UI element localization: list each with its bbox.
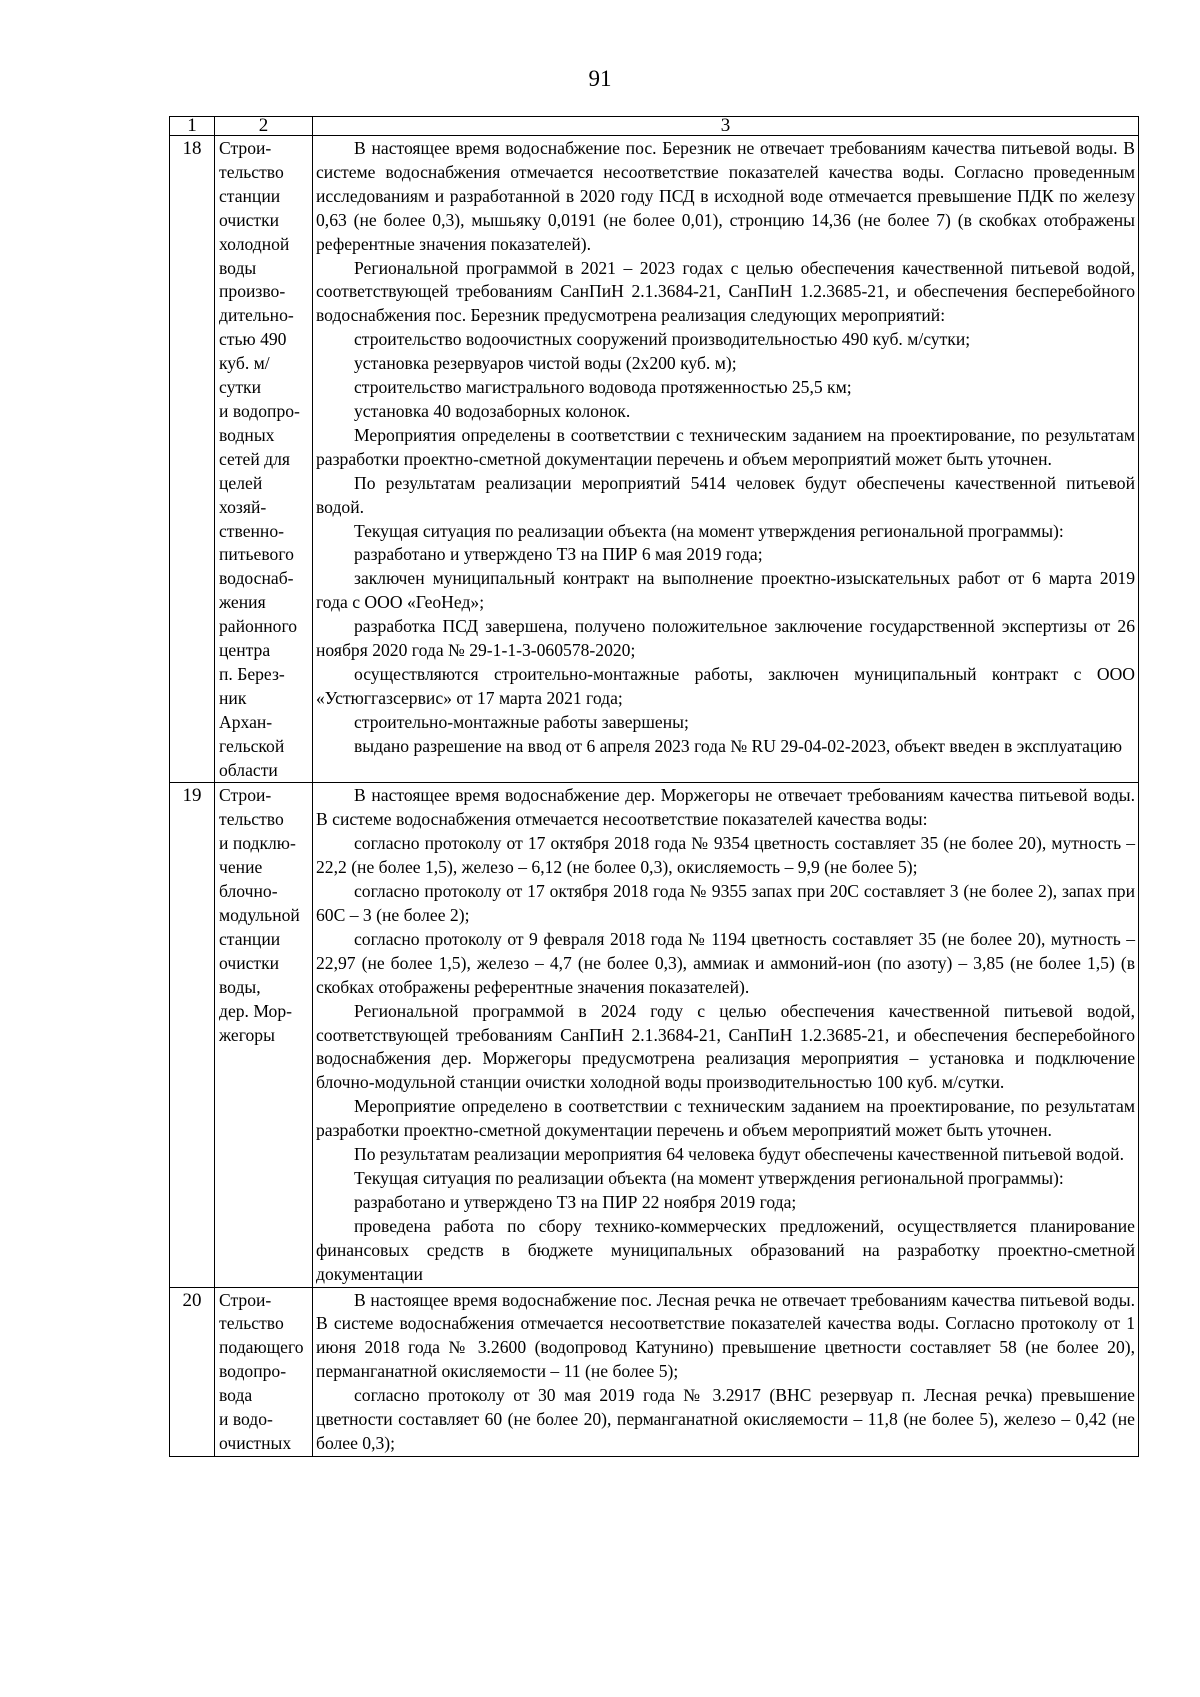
paragraph: Региональной программой в 2021 – 2023 годах с целью обеспечения качественной питьевой водой, соответствующей требованиям СанПиН 2.1.3684-21, СанПиН 1.2.3685-21, и обеспечения бесперебойного водоснабжения пос. Березник предусмотрена реализация следующих мероприятий: (316, 257, 1135, 326)
name-line: очистки (219, 952, 280, 973)
name-line: и водо- (219, 1409, 273, 1430)
name-line: гельской (219, 735, 285, 756)
paragraph: разработано и утверждено ТЗ на ПИР 22 ноября 2019 года; (354, 1191, 797, 1212)
paragraph: Мероприятия определены в соответствии с техническим заданием на проектирование, по результатам разработки проектно-сметной документации перечень и объем мероприятий может быть уточнен. (316, 424, 1135, 469)
paragraph: проведена работа по сбору технико-коммерческих предложений, осуществляется планирование финансовых средств в бюджете муниципальных образований на разработку проектно-сметной документации (316, 1215, 1135, 1284)
name-line: жегоры (219, 1024, 275, 1045)
paragraph: Текущая ситуация по реализации объекта (на момент утверждения региональной программы): (354, 1167, 1064, 1188)
paragraph: По результатам реализации мероприятия 64 человека будут обеспечены качественной питьевой водой. (354, 1144, 1124, 1165)
header-col-1: 1 (170, 117, 215, 136)
name-line: ственно- (219, 520, 284, 541)
header-col-2: 2 (215, 117, 313, 136)
paragraph: разработано и утверждено ТЗ на ПИР 6 мая 2019 года; (354, 544, 763, 565)
name-line: подающего (219, 1337, 304, 1358)
paragraph: строительство магистрального водовода протяженностью 25,5 км; (354, 377, 852, 398)
paragraph: установка 40 водозаборных колонок. (354, 400, 631, 421)
name-line: стью 490 (219, 329, 287, 350)
paragraph: В настоящее время водоснабжение пос. Березник не отвечает требованиям качества питьевой воды. В системе водоснабжения отмечается несоответствие показателей качества воды. Согласно проведенным исследованиям и разработанной в 2020 году ПСД в исходной воде отмечается превышение ПДК по железу 0,63 (не более 0,3), мышьяку 0,0191 (не более 0,01), стронцию 14,36 (не более 7) (в скобках отображены референтные значения показателей). (316, 138, 1135, 254)
paragraph: Региональной программой в 2024 году с целью обеспечения качественной питьевой водой, соответствующей требованиям СанПиН 2.1.3684-21, СанПиН 1.2.3685-21, и обеспечения бесперебойного водоснабжения дер. Моржегоры предусмотрена реализация мероприятия – установка и подключение блочно-модульной станции очистки холодной воды производительностью 100 куб. м/сутки. (316, 1000, 1135, 1093)
name-line: дительно- (219, 305, 294, 326)
paragraph: выдано разрешение на ввод от 6 апреля 2023 года № RU 29-04-02-2023, объект введен в эксплуатацию (354, 735, 1122, 756)
paragraph: По результатам реализации мероприятий 5414 человек будут обеспечены качественной питьевой водой. (316, 472, 1135, 517)
object-name (215, 1288, 312, 1456)
name-line: тельство (219, 809, 284, 830)
name-line: и водопро- (219, 400, 300, 421)
paragraph: согласно протоколу от 9 февраля 2018 года № 1194 цветность составляет 35 (не более 20), мутность – 22,97 (не более 1,5), железо – 4,7 (не более 0,3), аммиак и аммоний-ион (по азоту) – 3,85 (не более 1,5) (в скобках отображены референтные значения показателей). (316, 928, 1135, 997)
name-line: очистных (219, 1432, 292, 1453)
name-line: районного (219, 616, 298, 637)
name-line: п. Берез- (219, 663, 285, 684)
paragraph: согласно протоколу от 17 октября 2018 года № 9355 запах при 20С составляет 3 (не более 2), запах при 60С – 3 (не более 2); (316, 881, 1135, 925)
name-line: станции (219, 928, 281, 949)
object-name (215, 136, 312, 782)
page-number: 91 (588, 66, 612, 91)
name-line: центра (219, 640, 271, 661)
name-line: очистки (219, 209, 280, 230)
name-line: области (219, 759, 278, 780)
name-line: модульной (219, 905, 300, 925)
table-row (170, 1287, 1139, 1456)
paragraph: заключен муниципальный контракт на выполнение проектно-изыскательных работ от 6 марта 2019 года с ООО «ГеоНед»; (316, 568, 1135, 613)
table-header-row (170, 117, 1139, 136)
table-row (170, 783, 1139, 1287)
name-line: питьевого (219, 544, 294, 565)
name-line: и подклю- (219, 833, 296, 854)
paragraph: строительство водоочистных сооружений производительностью 490 куб. м/сутки; (354, 329, 971, 350)
paragraph: разработка ПСД завершена, получено положительное заключение государственной экспертизы от 26 ноября 2020 года № 29-1-1-3-060578-2020; (316, 616, 1135, 661)
table-row (170, 136, 1139, 783)
name-line: вода (219, 1385, 253, 1406)
paragraph: Текущая ситуация по реализации объекта (на момент утверждения региональной программы): (354, 520, 1064, 541)
object-name (215, 783, 312, 1047)
paragraph: строительно-монтажные работы завершены; (354, 711, 689, 732)
name-line: куб. м/ (219, 353, 270, 374)
name-line: сетей для (219, 448, 290, 469)
name-line: чение (219, 857, 263, 878)
paragraph: согласно протоколу от 30 мая 2019 года № 3.2917 (ВНС резервуар п. Лесная речка) превышение цветности составляет 60 (не более 20), перманганатной окисляемости – 11,8 (не более 5), железо – 0,42 (не более 0,3); (316, 1385, 1135, 1453)
paragraph: В настоящее время водоснабжение пос. Лесная речка не отвечает требованиям качества питьевой воды. В системе водоснабжения отмечается несоответствие показателей качества воды. Согласно протоколу от 1 июня 2018 года № 3.2600 (водопровод Катунино) превышение цветности составляет 58 (не более 20), перманганатной окисляемости – 11 (не более 5); (316, 1289, 1135, 1382)
name-line: дер. Мор- (219, 1000, 293, 1021)
paragraph: согласно протоколу от 17 октября 2018 года № 9354 цветность составляет 35 (не более 20), мутность – 22,2 (не более 1,5), железо – 6,12 (не более 0,3), окисляемость – 9,9 (не более 5); (316, 833, 1135, 878)
header-col-3: 3 (313, 117, 1139, 136)
name-line: тельство (219, 161, 284, 182)
measures-table (169, 116, 1139, 1457)
name-line: станции (219, 185, 281, 206)
name-line: блочно- (219, 881, 278, 902)
name-line: ник (219, 687, 247, 708)
paragraph: установка резервуаров чистой воды (2х200 куб. м); (354, 353, 737, 374)
description (313, 136, 1138, 759)
paragraph: осуществляются строительно-монтажные работы, заключен муниципальный контракт с ООО «Устюггазсервис» от 17 марта 2021 года; (316, 663, 1135, 708)
name-line: тельство (219, 1313, 284, 1334)
description (313, 783, 1138, 1286)
name-line: водопро- (219, 1361, 287, 1382)
name-line: сутки (219, 377, 262, 398)
name-line: воды, (219, 976, 261, 997)
name-line: Строи- (219, 785, 272, 806)
name-line: произво- (219, 281, 286, 302)
name-line: Строи- (219, 138, 272, 158)
name-line: жения (219, 592, 266, 613)
row-number: 18 (182, 138, 202, 159)
name-line: хозяй- (219, 496, 267, 517)
name-line: водных (219, 424, 275, 445)
row-number: 20 (182, 1289, 202, 1311)
name-line: целей (219, 472, 263, 493)
description (313, 1288, 1138, 1456)
name-line: воды (219, 257, 257, 278)
paragraph: Мероприятие определено в соответствии с техническим заданием на проектирование, по результатам разработки проектно-сметной документации перечень и объем мероприятий может быть уточнен. (316, 1096, 1135, 1141)
name-line: водоснаб- (219, 568, 294, 589)
name-line: Строи- (219, 1289, 272, 1310)
row-number: 19 (182, 785, 202, 807)
name-line: холодной (219, 233, 290, 254)
name-line: Архан- (219, 711, 273, 732)
paragraph: В настоящее время водоснабжение дер. Моржегоры не отвечает требованиям качества питьевой воды. В системе водоснабжения отмечается несоответствие показателей качества воды: (316, 785, 1135, 830)
